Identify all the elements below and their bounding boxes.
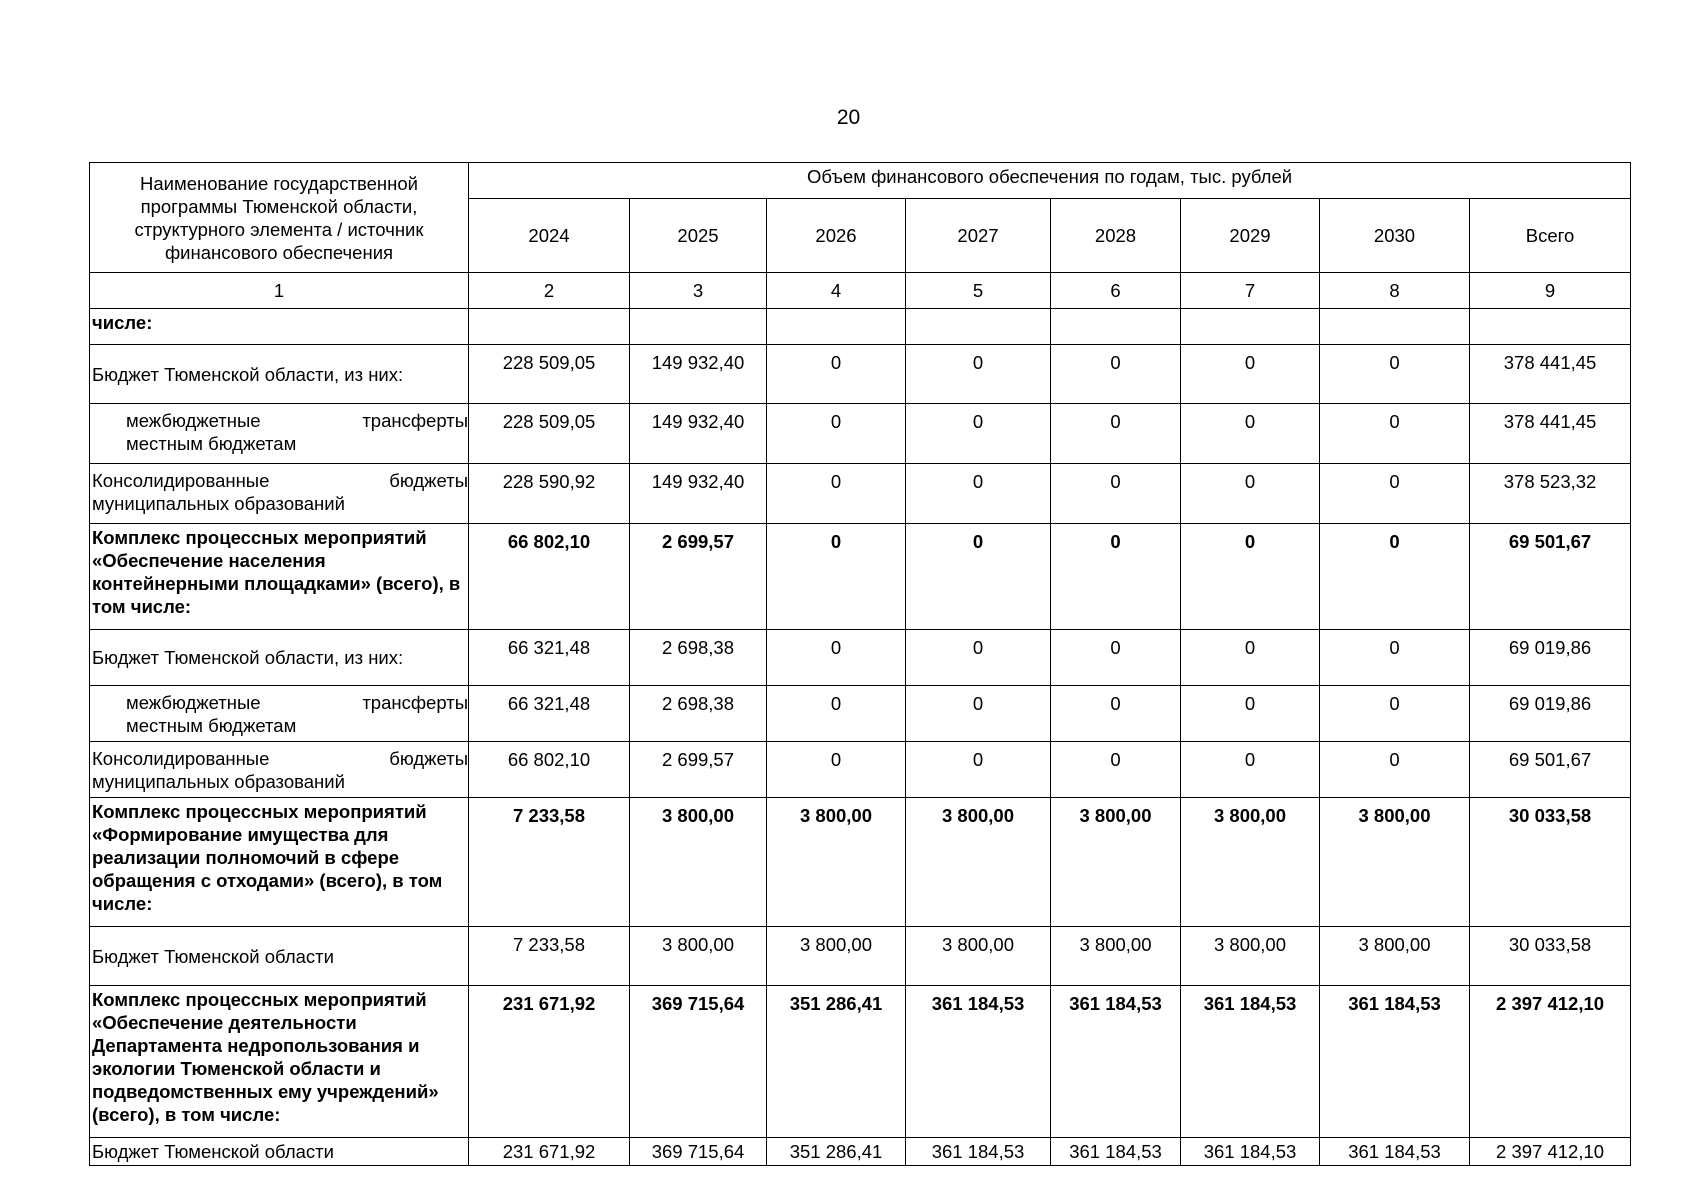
cell-value: 0 <box>1320 345 1470 404</box>
total-header: Всего <box>1470 199 1631 273</box>
cell-value: 228 509,05 <box>469 404 630 464</box>
cell-value: 378 441,45 <box>1470 404 1631 464</box>
cell-value: 69 501,67 <box>1470 742 1631 798</box>
cell-value: 69 501,67 <box>1470 524 1631 630</box>
cell-value: 0 <box>767 524 906 630</box>
cell-value: 3 800,00 <box>767 798 906 927</box>
header-group-title: Объем финансового обеспечения по годам, тыс. рублей <box>469 163 1631 199</box>
cell-value: 0 <box>1051 524 1181 630</box>
cell-value: 0 <box>1051 630 1181 686</box>
row-label: Бюджет Тюменской области, из них: <box>90 345 469 404</box>
row-label <box>90 742 469 798</box>
cell-value: 3 800,00 <box>1181 798 1320 927</box>
cell-value <box>767 309 906 345</box>
cell-value: 3 800,00 <box>630 798 767 927</box>
cell-value: 3 800,00 <box>906 927 1051 986</box>
cell-value: 0 <box>767 742 906 798</box>
row-label: Комплекс процессных мероприятий «Обеспечение населения контейнерными площадками» (всего), в том числе: <box>90 524 469 630</box>
row-label: Комплекс процессных мероприятий «Формирование имущества для реализации полномочий в сфере обращения с отходами» (всего), в том числе: <box>90 798 469 927</box>
table-row <box>90 986 1631 1138</box>
column-index-row <box>90 273 1631 309</box>
cell-value <box>1051 309 1181 345</box>
row-label: Бюджет Тюменской области <box>90 1138 469 1166</box>
cell-value: 30 033,58 <box>1470 927 1631 986</box>
cell-value: 3 800,00 <box>1181 927 1320 986</box>
cell-value: 7 233,58 <box>469 927 630 986</box>
cell-value: 2 397 412,10 <box>1470 1138 1631 1166</box>
cell-value <box>630 309 767 345</box>
year-header: 2025 <box>630 199 767 273</box>
cell-value: 361 184,53 <box>1051 1138 1181 1166</box>
cell-value: 0 <box>767 686 906 742</box>
cell-value: 0 <box>1181 630 1320 686</box>
year-header: 2027 <box>906 199 1051 273</box>
cell-value: 66 802,10 <box>469 524 630 630</box>
cell-value: 7 233,58 <box>469 798 630 927</box>
row-label-line: Консолидированные бюджеты <box>92 470 468 491</box>
column-index: 8 <box>1320 273 1470 309</box>
cell-value: 0 <box>1181 742 1320 798</box>
cell-value: 149 932,40 <box>630 464 767 524</box>
row-label-line: Консолидированные бюджеты <box>92 748 468 769</box>
cell-value: 30 033,58 <box>1470 798 1631 927</box>
table-row <box>90 345 1631 404</box>
cell-value: 0 <box>906 630 1051 686</box>
row-label: Бюджет Тюменской области <box>90 927 469 986</box>
year-header: 2024 <box>469 199 630 273</box>
cell-value: 361 184,53 <box>906 986 1051 1138</box>
cell-value: 0 <box>1181 524 1320 630</box>
cell-value <box>1320 309 1470 345</box>
row-label <box>90 404 469 464</box>
table-row <box>90 927 1631 986</box>
cell-value: 0 <box>767 404 906 464</box>
cell-value: 378 523,32 <box>1470 464 1631 524</box>
page-number: 20 <box>836 106 861 129</box>
cell-value: 69 019,86 <box>1470 686 1631 742</box>
cell-value: 0 <box>767 464 906 524</box>
cell-value: 0 <box>1181 686 1320 742</box>
column-index: 1 <box>90 273 469 309</box>
table-row <box>90 404 1631 464</box>
cell-value: 3 800,00 <box>1320 798 1470 927</box>
cell-value: 3 800,00 <box>630 927 767 986</box>
row-label <box>90 464 469 524</box>
cell-value <box>1470 309 1631 345</box>
column-index: 9 <box>1470 273 1631 309</box>
row-label-line: муниципальных образований <box>92 771 345 792</box>
cell-value: 2 397 412,10 <box>1470 986 1631 1138</box>
cell-value: 361 184,53 <box>1320 986 1470 1138</box>
cell-value: 3 800,00 <box>1051 798 1181 927</box>
cell-value: 361 184,53 <box>1320 1138 1470 1166</box>
cell-value: 69 019,86 <box>1470 630 1631 686</box>
year-header: 2026 <box>767 199 906 273</box>
year-header: 2030 <box>1320 199 1470 273</box>
column-index: 5 <box>906 273 1051 309</box>
cell-value: 0 <box>1320 630 1470 686</box>
cell-value: 0 <box>1320 742 1470 798</box>
row-label: Комплекс процессных мероприятий «Обеспечение деятельности Департамента недропользования и экологии Тюменской области и подведомственных ему учреждений» (всего), в том числе: <box>90 986 469 1138</box>
cell-value: 228 590,92 <box>469 464 630 524</box>
cell-value: 2 699,57 <box>630 742 767 798</box>
year-header: 2028 <box>1051 199 1181 273</box>
column-index: 2 <box>469 273 630 309</box>
cell-value: 0 <box>1051 686 1181 742</box>
row-label: числе: <box>90 309 469 345</box>
cell-value: 0 <box>767 630 906 686</box>
cell-value: 2 699,57 <box>630 524 767 630</box>
cell-value: 0 <box>1181 464 1320 524</box>
cell-value: 351 286,41 <box>767 1138 906 1166</box>
cell-value <box>1181 309 1320 345</box>
header-name-column: Наименование государственной программы Тюменской области, структурного элемента / источник финансового обеспечения <box>90 163 469 273</box>
table-row <box>90 309 1631 345</box>
row-label-line: местным бюджетам <box>126 433 297 454</box>
cell-value: 228 509,05 <box>469 345 630 404</box>
table-row <box>90 686 1631 742</box>
table-row <box>90 464 1631 524</box>
cell-value: 361 184,53 <box>1181 1138 1320 1166</box>
financing-table <box>89 162 1631 1166</box>
cell-value: 0 <box>1320 686 1470 742</box>
header-row-top <box>90 163 1631 199</box>
cell-value: 3 800,00 <box>1320 927 1470 986</box>
cell-value: 0 <box>767 345 906 404</box>
cell-value: 0 <box>906 345 1051 404</box>
cell-value: 369 715,64 <box>630 1138 767 1166</box>
cell-value: 361 184,53 <box>906 1138 1051 1166</box>
cell-value: 0 <box>1320 524 1470 630</box>
cell-value: 351 286,41 <box>767 986 906 1138</box>
table-row <box>90 630 1631 686</box>
cell-value: 0 <box>906 686 1051 742</box>
cell-value <box>906 309 1051 345</box>
cell-value: 2 698,38 <box>630 630 767 686</box>
row-label-line: местным бюджетам <box>126 715 297 736</box>
cell-value: 361 184,53 <box>1051 986 1181 1138</box>
cell-value: 0 <box>906 404 1051 464</box>
column-index: 3 <box>630 273 767 309</box>
cell-value: 231 671,92 <box>469 986 630 1138</box>
cell-value: 0 <box>1051 464 1181 524</box>
cell-value: 66 802,10 <box>469 742 630 798</box>
column-index: 6 <box>1051 273 1181 309</box>
cell-value: 0 <box>1051 404 1181 464</box>
cell-value: 361 184,53 <box>1181 986 1320 1138</box>
cell-value: 3 800,00 <box>906 798 1051 927</box>
row-label-line: муниципальных образований <box>92 493 345 514</box>
column-index: 4 <box>767 273 906 309</box>
row-label-line: межбюджетные трансферты <box>126 410 468 431</box>
cell-value: 0 <box>906 742 1051 798</box>
cell-value: 0 <box>906 524 1051 630</box>
row-label: Бюджет Тюменской области, из них: <box>90 630 469 686</box>
cell-value: 231 671,92 <box>469 1138 630 1166</box>
cell-value: 0 <box>1181 404 1320 464</box>
cell-value: 369 715,64 <box>630 986 767 1138</box>
column-index: 7 <box>1181 273 1320 309</box>
cell-value: 0 <box>1320 464 1470 524</box>
cell-value: 0 <box>1051 345 1181 404</box>
cell-value: 66 321,48 <box>469 630 630 686</box>
cell-value <box>469 309 630 345</box>
cell-value: 66 321,48 <box>469 686 630 742</box>
row-label-line: межбюджетные трансферты <box>126 692 468 713</box>
cell-value: 0 <box>906 464 1051 524</box>
table-row <box>90 742 1631 798</box>
cell-value: 0 <box>1051 742 1181 798</box>
cell-value: 149 932,40 <box>630 404 767 464</box>
row-label <box>90 686 469 742</box>
cell-value: 3 800,00 <box>1051 927 1181 986</box>
cell-value: 378 441,45 <box>1470 345 1631 404</box>
cell-value: 0 <box>1181 345 1320 404</box>
cell-value: 3 800,00 <box>767 927 906 986</box>
cell-value: 149 932,40 <box>630 345 767 404</box>
table-row <box>90 1138 1631 1166</box>
cell-value: 0 <box>1320 404 1470 464</box>
cell-value: 2 698,38 <box>630 686 767 742</box>
table-row <box>90 798 1631 927</box>
year-header: 2029 <box>1181 199 1320 273</box>
table-row <box>90 524 1631 630</box>
